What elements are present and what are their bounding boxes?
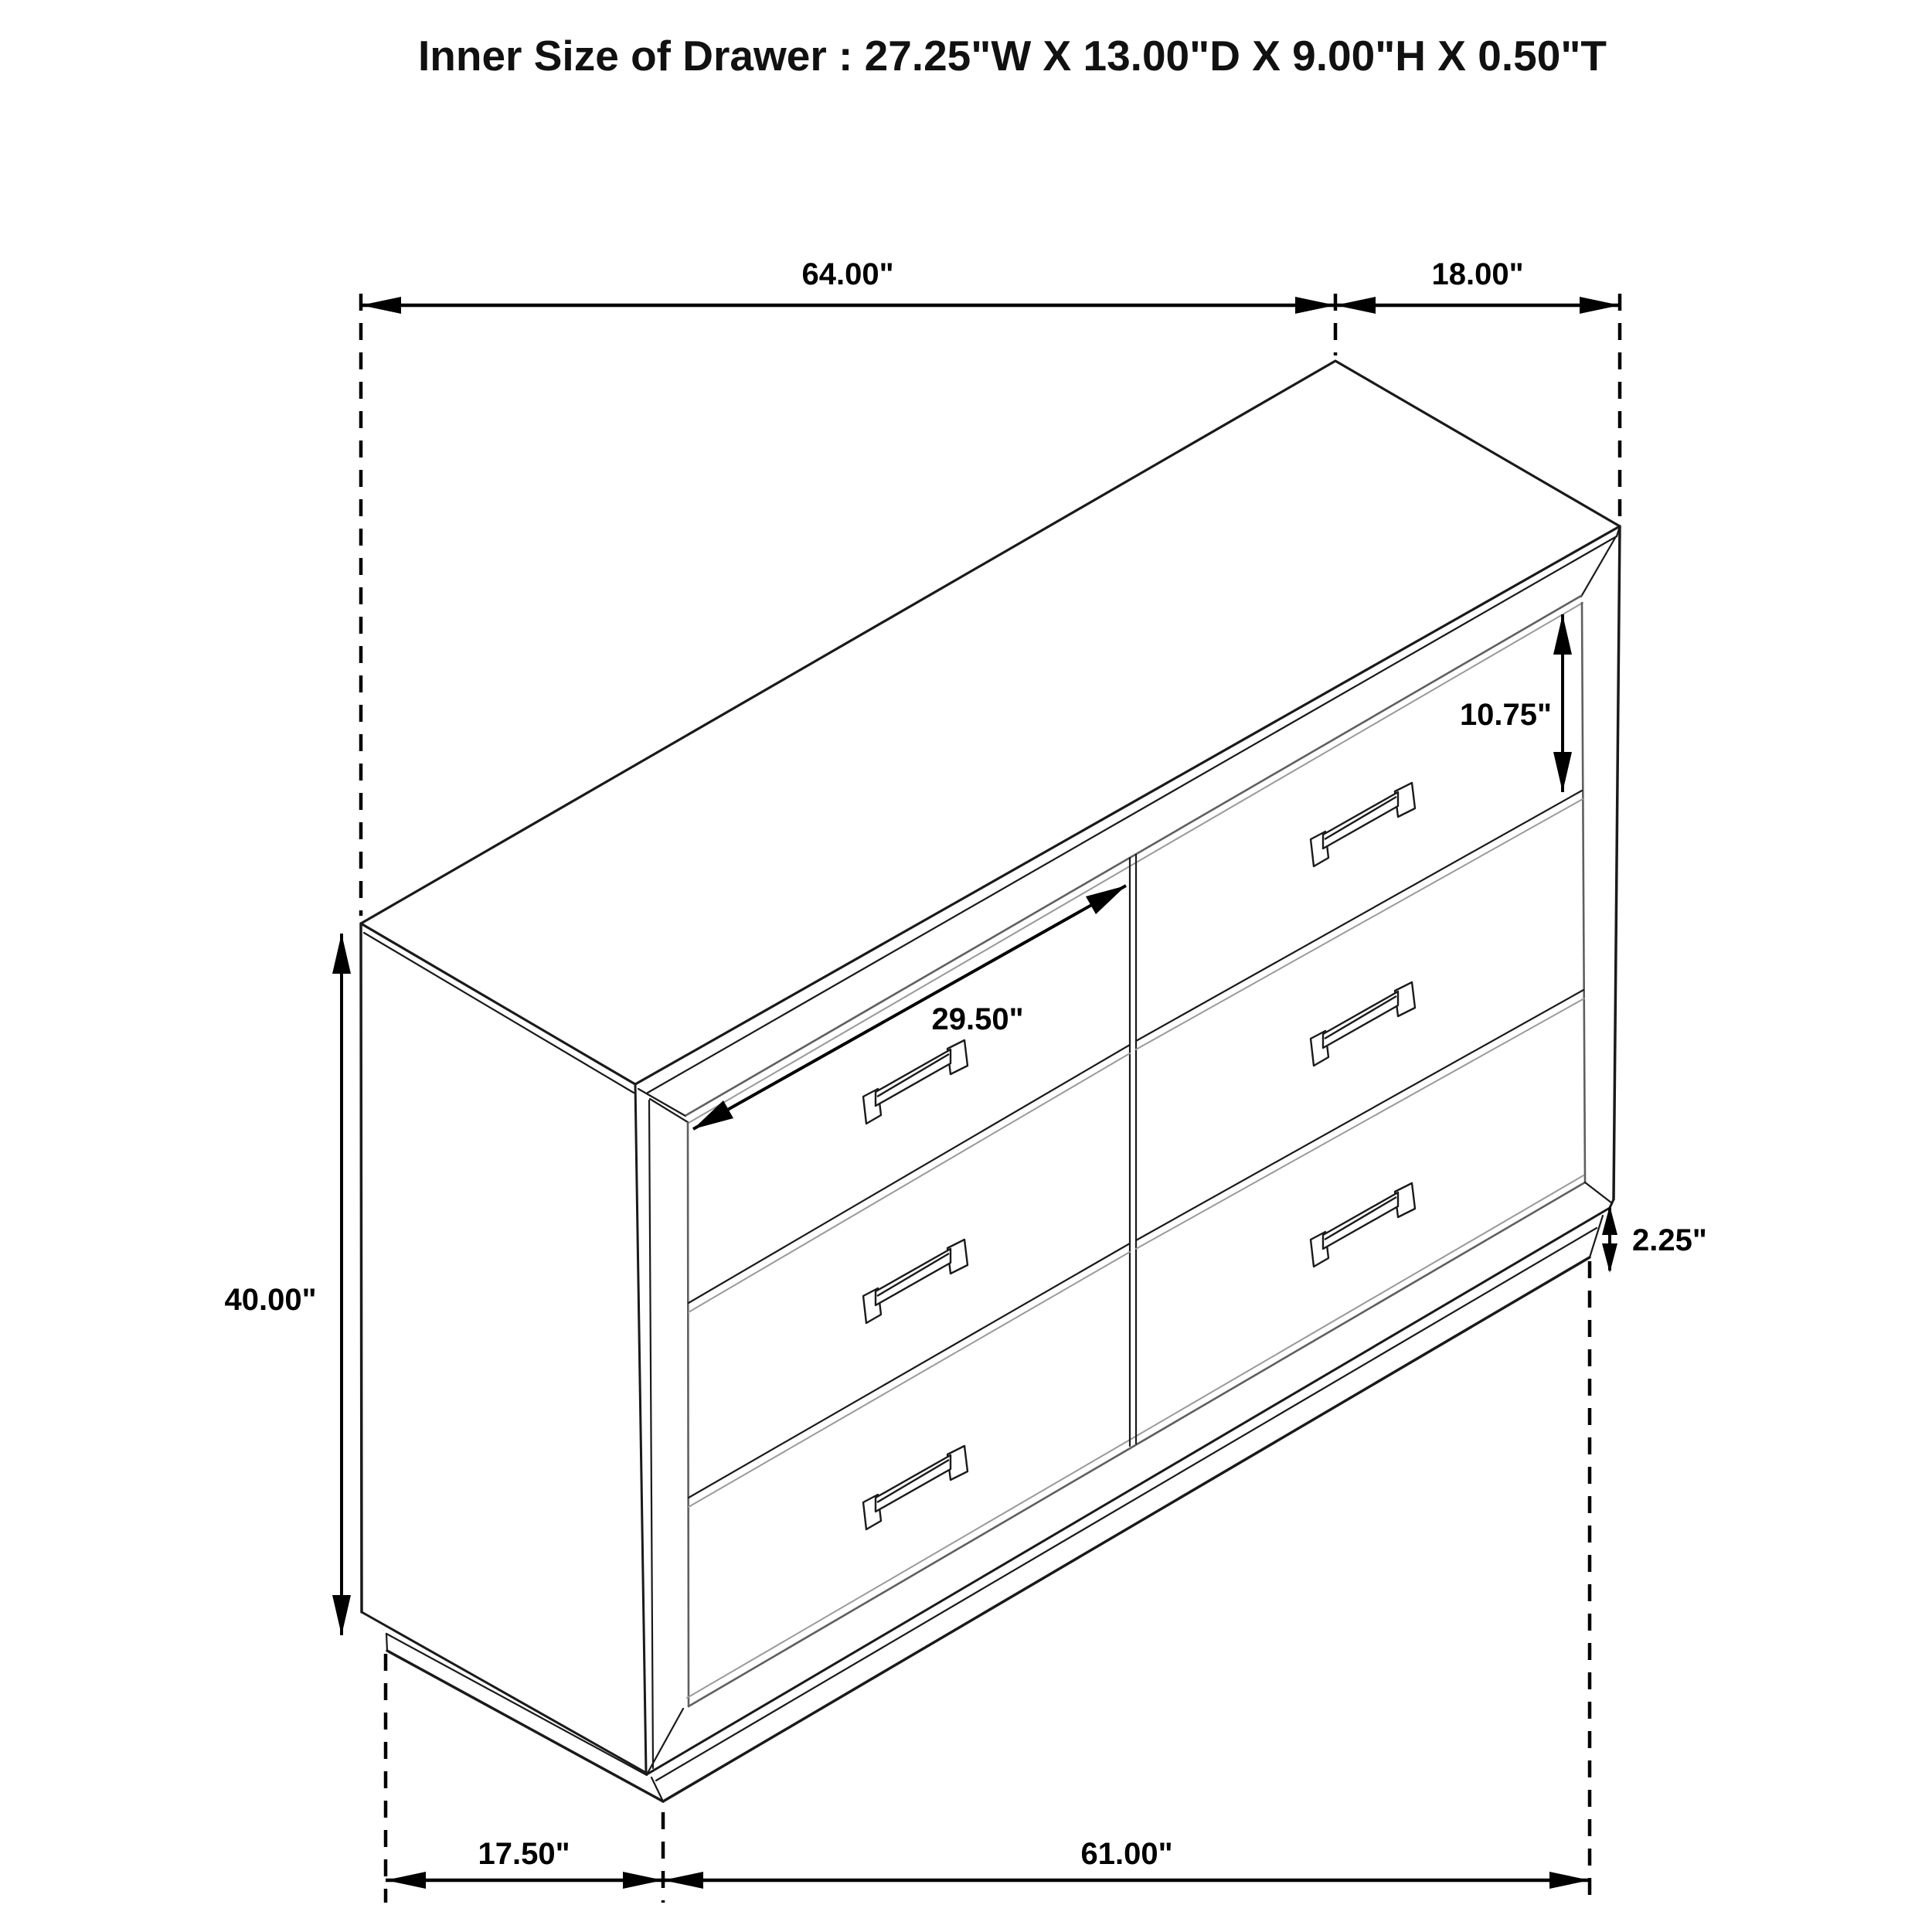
dim-base-height [1602,1206,1707,1273]
dim-label-drawer-width: 29.50" [931,1002,1024,1036]
dim-top-depth [1335,257,1620,314]
drawer-handle [863,1446,968,1529]
dim-label-base-depth: 17.50" [478,1837,570,1871]
drawer-handle [1311,1183,1415,1267]
side-panel-back-edge [361,923,362,1612]
dim-bottom [386,1837,1590,1889]
drawer-handle [1311,982,1415,1066]
front-face-left-edge [688,1123,689,1706]
base-bottom-front-edge [663,1257,1590,1801]
dim-label-top-width: 64.00" [801,257,894,291]
drawer-handle [1311,783,1415,866]
dresser-top-face [361,361,1620,1084]
base-bottom-left-edge [387,1651,663,1801]
dresser-line-art [361,361,1620,1801]
drawer-handle [863,1040,968,1124]
dim-top-width [361,257,1335,314]
case-bottom-edge [647,1208,1610,1774]
dim-label-base-width: 61.00" [1080,1837,1173,1871]
right-side-edge [1614,526,1620,1199]
dim-label-overall-height: 40.00" [224,1283,317,1317]
drawer-handle [863,1240,968,1323]
dim-label-top-depth: 18.00" [1431,257,1524,291]
front-face-right-edge [1582,603,1585,1182]
page-title: Inner Size of Drawer : 27.25"W X 13.00"D X 9.00"H X 0.50"T [418,32,1607,80]
dim-overall-height [224,934,351,1635]
corner-post-edge [635,1084,646,1773]
dim-label-drawer-height: 10.75" [1459,698,1552,732]
dim-label-base-height: 2.25" [1632,1223,1707,1257]
side-panel-bottom-edge [362,1612,646,1773]
